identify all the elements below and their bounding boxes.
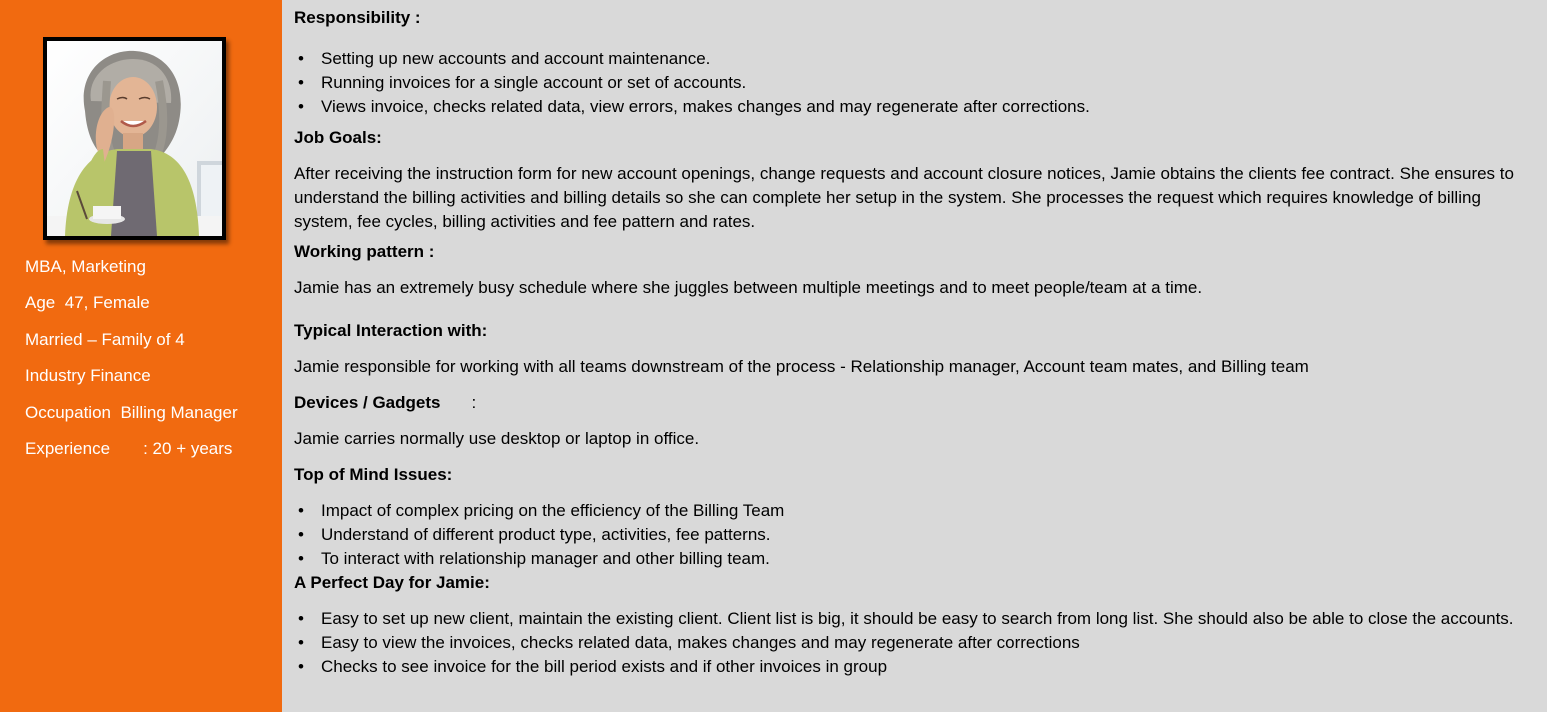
responsibility-heading: Responsibility : (294, 8, 421, 27)
list-item: • Understand of different product type, activities, fee patterns. (294, 523, 1534, 547)
devices-heading-label: Devices / Gadgets (294, 393, 441, 412)
job-goals-heading: Job Goals: (294, 128, 382, 147)
list-item: • Views invoice, checks related data, view errors, makes changes and may regenerate after corrections. (294, 95, 1534, 119)
devices-heading-colon: : (471, 393, 477, 412)
top-of-mind-list (294, 499, 1534, 571)
list-item: • Running invoices for a single account or set of accounts. (294, 71, 1534, 95)
profile-education: MBA, Marketing (25, 257, 146, 276)
list-item: • To interact with relationship manager and other billing team. (294, 547, 1534, 571)
profile-age: Age 47, Female (25, 293, 150, 313)
list-item: • Checks to see invoice for the bill period exists and if other invoices in group (294, 655, 1534, 679)
list-item: • Setting up new accounts and account maintenance. (294, 47, 1534, 71)
persona-portrait-icon (47, 41, 222, 236)
list-item: • Easy to view the invoices, checks related data, makes changes and may regenerate after corrections (294, 631, 1534, 655)
profile-industry: Industry Finance (25, 366, 151, 386)
typical-interaction-heading: Typical Interaction with: (294, 321, 488, 340)
working-pattern-heading: Working pattern : (294, 242, 435, 261)
persona-content (294, 0, 1534, 679)
top-of-mind-heading: Top of Mind Issues: (294, 465, 453, 484)
responsibility-list (294, 47, 1534, 119)
devices-heading (294, 391, 1534, 415)
profile-sidebar (0, 0, 282, 712)
profile-experience: Experience : 20 + years (25, 438, 233, 458)
perfect-day-list (294, 607, 1534, 679)
list-item: • Impact of complex pricing on the efficiency of the Billing Team (294, 499, 1534, 523)
devices-text: Jamie carries normally use desktop or laptop in office. (294, 429, 700, 448)
persona-photo (43, 37, 226, 240)
profile-details (25, 257, 238, 475)
typical-interaction-text: Jamie responsible for working with all teams downstream of the process - Relationship manager, Account team mates, and Billing team (294, 357, 1309, 376)
profile-occupation: Occupation Billing Manager (25, 402, 238, 422)
list-item: • Easy to set up new client, maintain the existing client. Client list is big, it should be easy to search from long list. She should also be able to close the accounts. (294, 607, 1534, 631)
working-pattern-text: Jamie has an extremely busy schedule where she juggles between multiple meetings and to meet people/team at a time. (294, 278, 1203, 297)
perfect-day-heading: A Perfect Day for Jamie: (294, 573, 490, 592)
job-goals-text: After receiving the instruction form for new account openings, change requests and account closure notices, Jamie obtains the clients fee contract. She ensures to understand the billing activities and billing details so she can complete her setup in the system. She processes the request which requires knowledge of billing system, fee cycles, billing activities and fee pattern and rates. (294, 164, 1514, 231)
profile-family: Married – Family of 4 (25, 329, 185, 349)
